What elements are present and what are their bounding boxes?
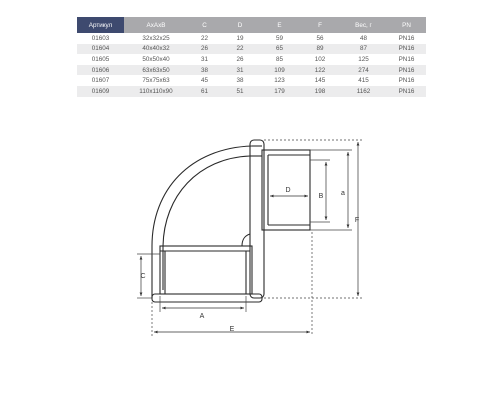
cell-f: 56 — [316, 34, 324, 42]
cell-weight: 125 — [358, 55, 369, 63]
cell-c: 61 — [188, 86, 221, 97]
label-a-lower: A — [199, 313, 205, 320]
cell-f: 122 — [300, 65, 340, 76]
cell-e: 179 — [259, 86, 300, 97]
label-e: E — [229, 326, 235, 333]
cell-c: 22 — [200, 34, 208, 42]
cell-d: 31 — [221, 65, 259, 76]
bottom-socket-outer — [160, 246, 252, 294]
cell-pn: PN16 — [398, 77, 415, 85]
cell-d: 22 — [221, 44, 259, 55]
cell-e: 65 — [259, 44, 300, 55]
cell-size: 50x50x40 — [142, 55, 170, 63]
header-pn: PN — [387, 17, 426, 33]
cell-d: 51 — [221, 86, 259, 97]
label-d: D — [285, 187, 291, 194]
cell-f: 102 — [314, 55, 326, 63]
cell-size: 40x40x32 — [124, 44, 188, 55]
cell-article: 01603 — [91, 34, 110, 42]
cell-size: 110x110x90 — [124, 86, 188, 97]
cell-size: 75x75x63 — [142, 77, 170, 85]
cell-d: 26 — [236, 55, 244, 63]
cell-e: 109 — [259, 65, 300, 76]
header-size: AxAxB — [124, 17, 188, 33]
cell-article: 01606 — [77, 65, 124, 76]
cell-weight: 87 — [340, 44, 387, 55]
cell-weight: 415 — [358, 77, 369, 85]
cell-e: 85 — [275, 55, 283, 63]
header-article: Артикул — [77, 17, 124, 33]
cell-d: 19 — [236, 34, 244, 42]
cell-article: 01605 — [91, 55, 110, 63]
cell-d: 38 — [236, 77, 244, 85]
bend-inner-corner — [242, 234, 250, 246]
label-c: C — [140, 273, 146, 280]
header-d: D — [221, 17, 259, 33]
label-b: B — [318, 193, 324, 200]
cell-size: 63x63x50 — [124, 65, 188, 76]
cell-size: 32x32x25 — [142, 34, 170, 42]
cell-weight: 274 — [340, 65, 387, 76]
bottom-socket-flange — [152, 294, 262, 302]
cell-pn: PN16 — [387, 44, 426, 55]
cell-c: 26 — [188, 44, 221, 55]
cell-e: 59 — [275, 34, 283, 42]
header-c: C — [188, 17, 221, 33]
cell-f: 145 — [314, 77, 326, 85]
cell-pn: PN16 — [387, 86, 426, 97]
cell-c: 31 — [200, 55, 208, 63]
header-weight: Вес, г — [340, 17, 387, 33]
cell-pn: PN16 — [398, 34, 415, 42]
cell-article: 01604 — [77, 44, 124, 55]
cell-e: 123 — [274, 77, 285, 85]
cell-pn: PN16 — [398, 55, 415, 63]
outer-arc — [152, 146, 252, 246]
cell-f: 198 — [300, 86, 340, 97]
cell-f: 89 — [300, 44, 340, 55]
cell-c: 38 — [188, 65, 221, 76]
right-socket — [250, 140, 310, 298]
label-a-upper: a — [341, 190, 345, 197]
cell-article: 01607 — [91, 77, 110, 85]
header-e: E — [259, 17, 300, 33]
label-f: F — [354, 217, 360, 224]
header-f: F — [300, 17, 340, 33]
cell-pn: PN16 — [387, 65, 426, 76]
cell-weight: 1162 — [340, 86, 387, 97]
bottom-socket — [152, 246, 262, 302]
cell-article: 01609 — [77, 86, 124, 97]
inner-arc — [163, 156, 250, 246]
cell-weight: 48 — [359, 34, 367, 42]
cell-c: 45 — [200, 77, 208, 85]
